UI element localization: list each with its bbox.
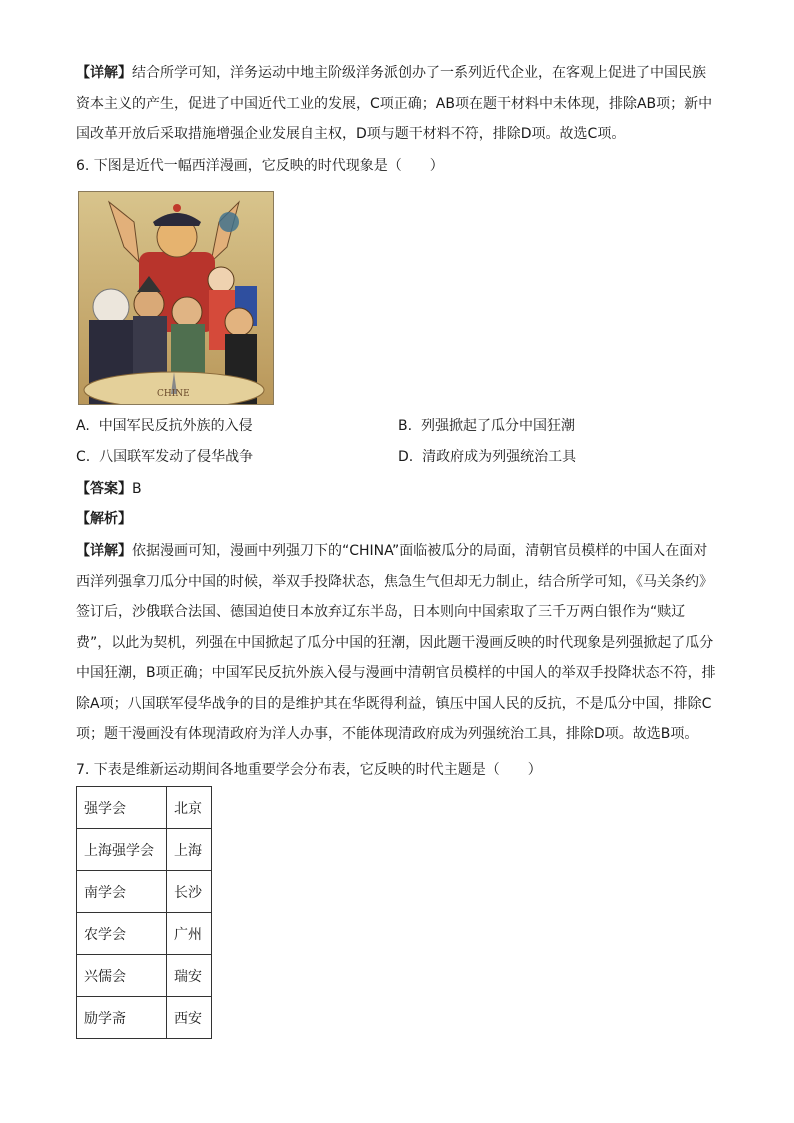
q5-explanation — [76, 58, 718, 150]
q7-stem: 7. 下表是维新运动期间各地重要学会分布表，它反映的时代主题是（ ） — [76, 762, 542, 778]
society-city: 北京 — [167, 787, 212, 829]
q5-detail-tag: 【详解】 — [76, 65, 132, 81]
answer-value: B — [132, 481, 142, 497]
option-d-text: 清政府成为列强统治工具 — [422, 449, 577, 465]
q5-detail-text: 结合所学可知，洋务运动中地主阶级洋务派创办了一系列近代企业，在客观上促进了中国民族资本主义的产生，促进了中国近代工业的发展，C项正确；AB项在题干材料中未体现，排除AB项；新中国改革开放后采取措施增强企业发展自主权，D项与题干材料不符，排除D项。故选C项。 — [76, 65, 713, 142]
society-name: 强学会 — [77, 787, 167, 829]
option-b-letter: B. — [398, 418, 413, 434]
society-name: 兴儒会 — [77, 955, 167, 997]
cartoon-illustration — [79, 192, 273, 404]
option-c — [76, 447, 253, 467]
option-c-text: 八国联军发动了侵华战争 — [99, 449, 254, 465]
option-b — [398, 416, 575, 436]
q6-answer — [76, 479, 142, 499]
table-row — [77, 787, 212, 829]
option-a-letter: A. — [76, 418, 90, 434]
q6-stem: 6. 下图是近代一幅西洋漫画，它反映的时代现象是（ ） — [76, 158, 444, 174]
q6-detail — [76, 536, 718, 750]
society-city: 长沙 — [167, 871, 212, 913]
society-city: 广州 — [167, 913, 212, 955]
option-a — [76, 416, 253, 436]
cartoon-china-label: CHINE — [157, 389, 190, 399]
analysis-tag: 【解析】 — [76, 511, 132, 527]
option-c-letter: C. — [76, 449, 91, 465]
society-city: 瑞安 — [167, 955, 212, 997]
answer-tag: 【答案】 — [76, 481, 132, 497]
society-city: 上海 — [167, 829, 212, 871]
q6-detail-tag: 【详解】 — [76, 543, 132, 559]
option-d — [398, 447, 576, 467]
society-name: 农学会 — [77, 913, 167, 955]
society-name: 上海强学会 — [77, 829, 167, 871]
cartoon-image — [78, 191, 274, 405]
society-name: 南学会 — [77, 871, 167, 913]
q6-detail-text: 依据漫画可知，漫画中列强刀下的“CHINA”面临被瓜分的局面，清朝官员模样的中国人在面对西洋列强拿刀瓜分中国的时候，举双手投降状态，焦急生气但却无力制止，结合所学可知，《马关条约》签订后，沙俄联合法国、德国迫使日本放弃辽东半岛，日本则向中国索取了三千万两白银作为“赎辽费”，以此为契机，列强在中国掀起了瓜分中国的狂潮，因此题干漫画反映的时代现象是列强掀起了瓜分中国狂潮，B项正确；中国军民反抗外族入侵与漫画中清朝官员模样的中国人的举双手投降状态不符，排除A项；八国联军侵华战争的目的是维护其在华既得利益，镇压中国人民的反抗，不是瓜分中国，排除C项；题干漫画没有体现清政府为洋人办事，不能体现清政府成为列强统治工具，排除D项。故选B项。 — [76, 543, 716, 742]
table-row — [77, 913, 212, 955]
option-b-text: 列强掀起了瓜分中国狂潮 — [420, 418, 575, 434]
society-name: 励学斋 — [77, 997, 167, 1039]
societies-table — [76, 786, 212, 1039]
option-d-letter: D. — [398, 449, 414, 465]
option-a-text: 中国军民反抗外族的入侵 — [98, 418, 253, 434]
table-row — [77, 829, 212, 871]
table-row — [77, 997, 212, 1039]
society-city: 西安 — [167, 997, 212, 1039]
table-row — [77, 871, 212, 913]
table-row — [77, 955, 212, 997]
